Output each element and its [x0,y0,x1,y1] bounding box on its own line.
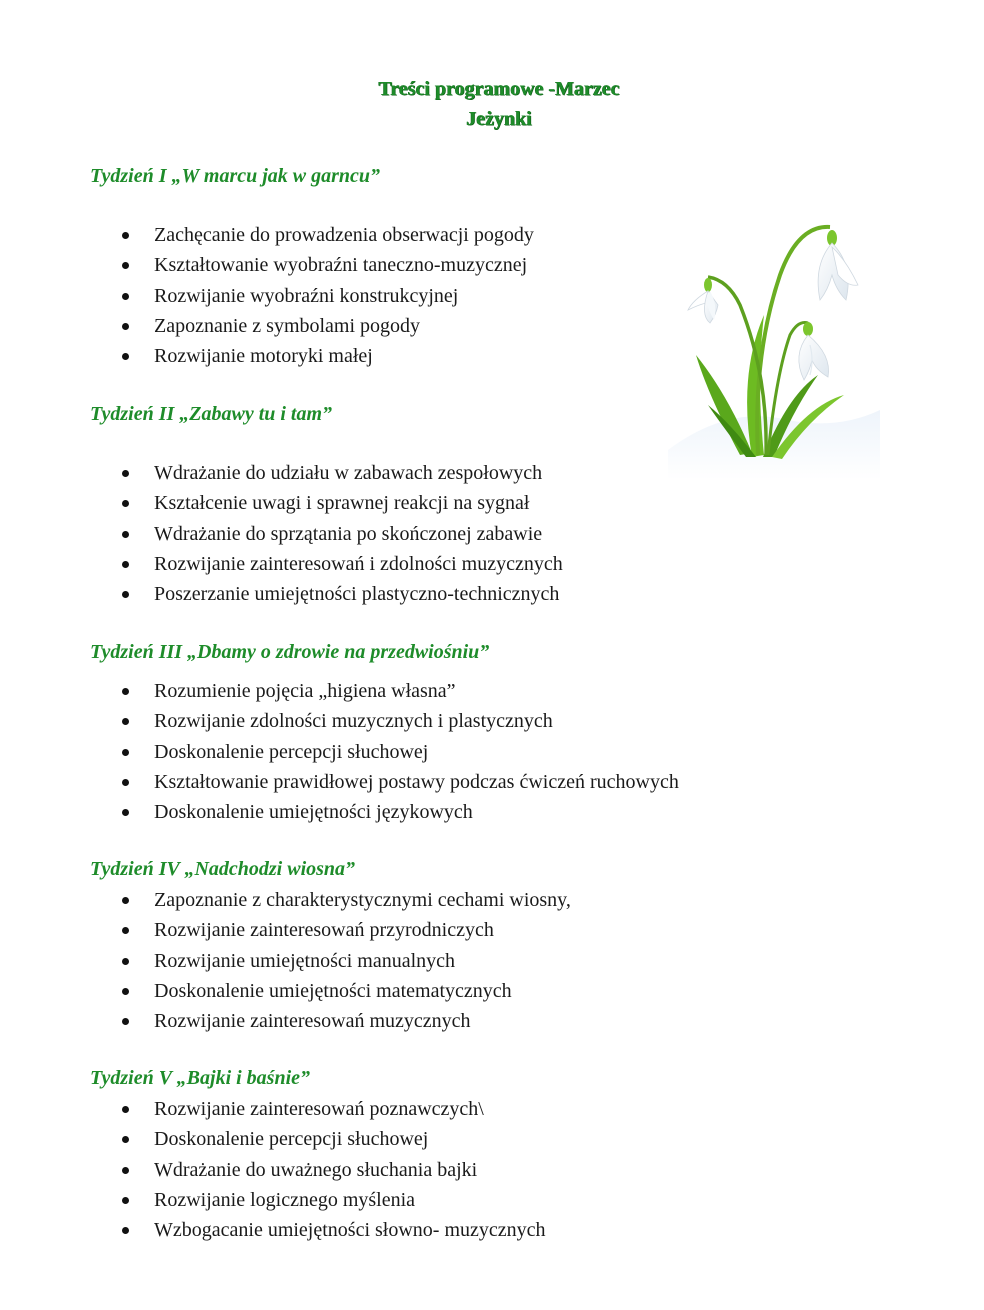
list-item: Kształcenie uwagi i sprawnej reakcji na sygnał [114,488,563,518]
group-name: Jeżynki [466,108,532,130]
week-4-list [114,885,571,1036]
week-3-heading: Tydzień III „Dbamy o zdrowie na przedwiośniu” [90,641,490,663]
week-1-list [114,220,534,371]
list-item: Rozwijanie wyobraźni konstrukcyjnej [114,281,534,311]
week-1-heading: Tydzień I „W marcu jak w garncu” [90,165,381,187]
week-3-list [114,676,679,827]
list-item: Doskonalenie umiejętności językowych [114,797,679,827]
week-4-heading: Tydzień IV „Nadchodzi wiosna” [90,858,356,880]
page-title: Treści programowe -Marzec [378,78,620,100]
list-item: Rozwijanie motoryki małej [114,341,534,371]
list-item: Wzbogacanie umiejętności słowno- muzycznych [114,1215,546,1245]
list-item: Rozwijanie umiejętności manualnych [114,946,571,976]
list-item: Doskonalenie percepcji słuchowej [114,737,679,767]
list-item: Poszerzanie umiejętności plastyczno-technicznych [114,579,563,609]
list-item: Zapoznanie z symbolami pogody [114,311,534,341]
list-item: Rozwijanie zainteresowań przyrodniczych [114,915,571,945]
week-2-list [114,458,563,609]
list-item: Rozwijanie zainteresowań poznawczych\ [114,1094,546,1124]
list-item: Zapoznanie z charakterystycznymi cechami wiosny, [114,885,571,915]
week-2-heading: Tydzień II „Zabawy tu i tam” [90,403,333,425]
list-item: Rozwijanie zainteresowań muzycznych [114,1006,571,1036]
list-item: Wdrażanie do sprzątania po skończonej zabawie [114,519,563,549]
list-item: Rozwijanie zainteresowań i zdolności muzycznych [114,549,563,579]
list-item: Wdrażanie do uważnego słuchania bajki [114,1155,546,1185]
week-5-list [114,1094,546,1245]
list-item: Rozwijanie logicznego myślenia [114,1185,546,1215]
list-item: Kształtowanie prawidłowej postawy podczas ćwiczeń ruchowych [114,767,679,797]
list-item: Zachęcanie do prowadzenia obserwacji pogody [114,220,534,250]
list-item: Rozumienie pojęcia „higiena własna” [114,676,679,706]
list-item: Doskonalenie percepcji słuchowej [114,1124,546,1154]
week-5-heading: Tydzień V „Bajki i baśnie” [90,1067,311,1089]
list-item: Rozwijanie zdolności muzycznych i plastycznych [114,706,679,736]
snowdrop-flower-icon [668,205,880,480]
list-item: Kształtowanie wyobraźni taneczno-muzycznej [114,250,534,280]
list-item: Doskonalenie umiejętności matematycznych [114,976,571,1006]
list-item: Wdrażanie do udziału w zabawach zespołowych [114,458,563,488]
